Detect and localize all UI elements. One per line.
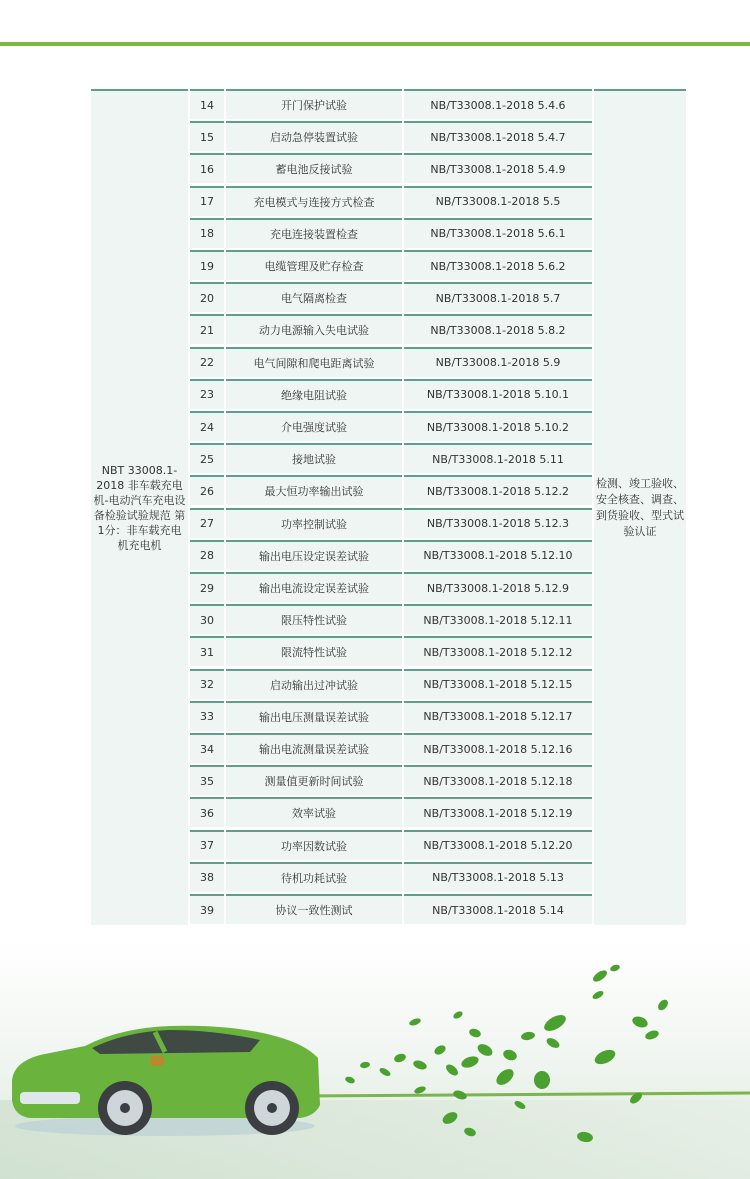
row-number: 35 [190,765,224,795]
table-row [190,636,592,666]
table-row [190,314,592,344]
test-item-name: 待机功耗试验 [226,862,402,892]
table-row [190,153,592,183]
row-number: 14 [190,89,224,119]
row-number: 32 [190,669,224,699]
test-item-name: 限压特性试验 [226,604,402,634]
standard-clause: NB/T33008.1-2018 5.12.10 [404,540,592,570]
test-item-name: 电缆管理及贮存检查 [226,250,402,280]
row-number: 15 [190,121,224,151]
table-row [190,443,592,473]
test-item-name: 输出电流测量误差试验 [226,733,402,763]
standard-clause: NB/T33008.1-2018 5.10.1 [404,379,592,409]
test-item-name: 启动急停装置试验 [226,121,402,151]
standard-clause: NB/T33008.1-2018 5.12.11 [404,604,592,634]
standard-cell: NBT 33008.1-2018 非车载充电机-电动汽车充电设备检验试验规范 第1分：非车载充电机充电机 [91,89,188,925]
row-number: 30 [190,604,224,634]
standard-clause: NB/T33008.1-2018 5.12.3 [404,508,592,538]
standard-clause: NB/T33008.1-2018 5.12.16 [404,733,592,763]
scope-cell: 检测、竣工验收、安全核查、调查、到货验收、型式试验认证 [594,89,686,925]
test-item-name: 输出电压设定误差试验 [226,540,402,570]
test-item-name: 接地试验 [226,443,402,473]
row-number: 27 [190,508,224,538]
test-item-name: 充电模式与连接方式检查 [226,186,402,216]
standard-clause: NB/T33008.1-2018 5.12.12 [404,636,592,666]
footer-illustration [0,940,750,1179]
row-number: 24 [190,411,224,441]
table-row [190,894,592,924]
row-number: 29 [190,572,224,602]
table-row [190,475,592,505]
row-number: 38 [190,862,224,892]
test-item-name: 蓄电池反接试验 [226,153,402,183]
table-row [190,121,592,151]
standard-clause: NB/T33008.1-2018 5.4.9 [404,153,592,183]
test-item-name: 动力电源输入失电试验 [226,314,402,344]
row-number: 18 [190,218,224,248]
row-number: 26 [190,475,224,505]
test-item-name: 输出电压测量误差试验 [226,701,402,731]
row-number: 16 [190,153,224,183]
test-item-name: 电气隔离检查 [226,282,402,312]
test-item-name: 充电连接装置检查 [226,218,402,248]
table-row [190,604,592,634]
standard-clause: NB/T33008.1-2018 5.6.2 [404,250,592,280]
row-number: 25 [190,443,224,473]
row-number: 23 [190,379,224,409]
test-item-name: 启动输出过冲试验 [226,669,402,699]
standard-clause: NB/T33008.1-2018 5.10.2 [404,411,592,441]
standard-clause: NB/T33008.1-2018 5.11 [404,443,592,473]
test-item-name: 介电强度试验 [226,411,402,441]
standard-clause: NB/T33008.1-2018 5.4.6 [404,89,592,119]
table-row [190,733,592,763]
table-row [190,411,592,441]
test-item-name: 功率控制试验 [226,508,402,538]
row-number: 31 [190,636,224,666]
row-number: 17 [190,186,224,216]
table-row [190,701,592,731]
test-items-table [91,89,686,925]
standard-clause: NB/T33008.1-2018 5.9 [404,347,592,377]
row-number: 20 [190,282,224,312]
test-item-name: 开门保护试验 [226,89,402,119]
table-row [190,508,592,538]
standard-clause: NB/T33008.1-2018 5.7 [404,282,592,312]
table-row [190,830,592,860]
row-number: 37 [190,830,224,860]
test-item-name: 绝缘电阻试验 [226,379,402,409]
standard-clause: NB/T33008.1-2018 5.8.2 [404,314,592,344]
table-row [190,347,592,377]
row-number: 19 [190,250,224,280]
table-row [190,669,592,699]
standard-clause: NB/T33008.1-2018 5.14 [404,894,592,924]
standard-clause: NB/T33008.1-2018 5.12.2 [404,475,592,505]
standard-clause: NB/T33008.1-2018 5.12.20 [404,830,592,860]
row-number: 34 [190,733,224,763]
top-accent-bar [0,42,750,46]
test-item-name: 测量值更新时间试验 [226,765,402,795]
standard-clause: NB/T33008.1-2018 5.12.15 [404,669,592,699]
table-row [190,862,592,892]
table-row [190,250,592,280]
standard-clause: NB/T33008.1-2018 5.12.18 [404,765,592,795]
table-row [190,540,592,570]
row-number: 33 [190,701,224,731]
standard-clause: NB/T33008.1-2018 5.12.17 [404,701,592,731]
standard-clause: NB/T33008.1-2018 5.12.9 [404,572,592,602]
standard-clause: NB/T33008.1-2018 5.13 [404,862,592,892]
test-item-name: 功率因数试验 [226,830,402,860]
test-item-name: 电气间隙和爬电距离试验 [226,347,402,377]
row-number: 22 [190,347,224,377]
row-number: 28 [190,540,224,570]
test-item-name: 效率试验 [226,797,402,827]
table-row [190,379,592,409]
standard-clause: NB/T33008.1-2018 5.5 [404,186,592,216]
table-row [190,282,592,312]
test-item-name: 最大恒功率输出试验 [226,475,402,505]
table-row [190,797,592,827]
standard-clause: NB/T33008.1-2018 5.12.19 [404,797,592,827]
table-row [190,89,592,119]
test-item-name: 限流特性试验 [226,636,402,666]
test-item-name: 输出电流设定误差试验 [226,572,402,602]
standard-clause: NB/T33008.1-2018 5.4.7 [404,121,592,151]
row-number: 21 [190,314,224,344]
table-row [190,186,592,216]
standard-clause: NB/T33008.1-2018 5.6.1 [404,218,592,248]
table-row [190,218,592,248]
table-row [190,765,592,795]
row-number: 39 [190,894,224,924]
table-row [190,572,592,602]
test-item-name: 协议一致性测试 [226,894,402,924]
row-number: 36 [190,797,224,827]
